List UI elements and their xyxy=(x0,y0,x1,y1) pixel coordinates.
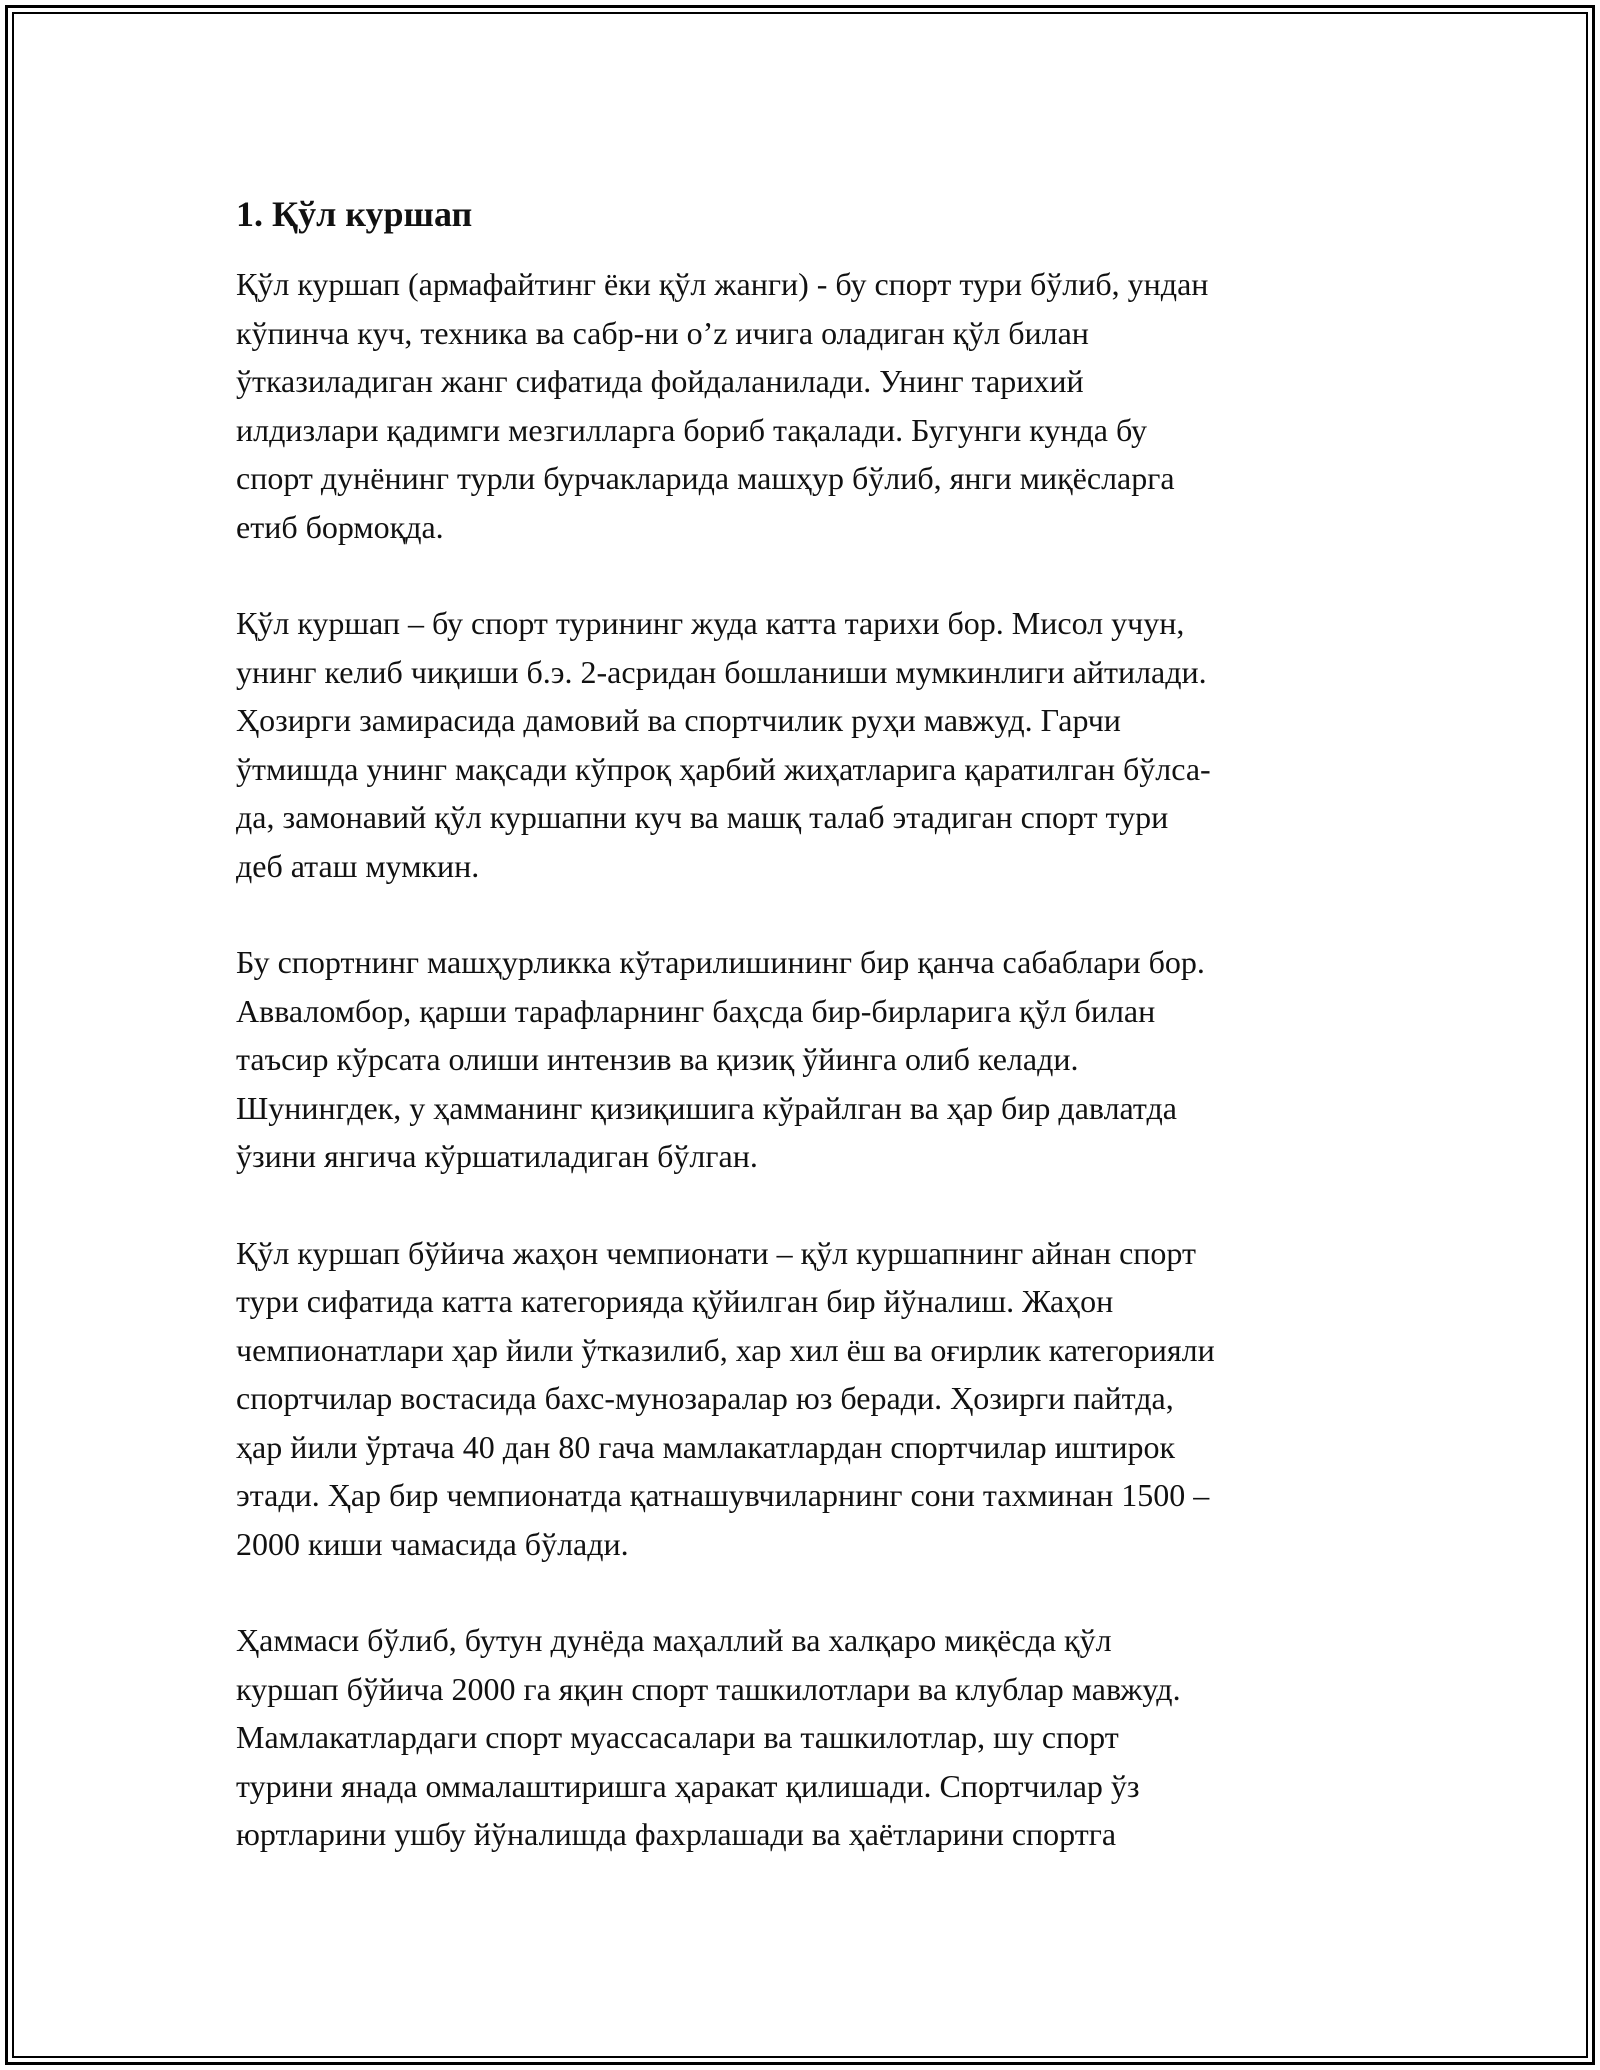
paragraph-5: Ҳаммаси бўлиб, бутун дунёда маҳаллий ва халқаро миқёсда қўл куршап бўйича 2000 га яқин спорт ташкилотлари ва клублар мавжуд. Мамлакатлардаги спорт муассасалари ва ташкилотлар, шу спорт турини янада оммалаштиришга ҳаракат қилишади. Спортчилар ўз юртларини ушбу йўналишда фахрлашади ва ҳаётларини спортга xyxy=(236,1622,1181,1852)
section-heading: 1. Қўл куршап xyxy=(236,194,473,234)
document-body xyxy=(236,190,1386,1907)
paragraph-3: Бу спортнинг машҳурликка кўтарилишининг бир қанча сабаблари бор. Авваломбор, қарши тарафларнинг баҳсда бир-бирларига қўл билан таъсир кўрсата олиши интензив ва қизиқ ўйинга олиб келади. Шунингдек, у ҳамманинг қизиқишига кўрайлган ва ҳар бир давлатда ўзини янгича кўршатиладиган бўлган. xyxy=(236,944,1205,1174)
paragraph-2: Қўл куршап – бу спорт турининг жуда катта тарихи бор. Мисол учун, унинг келиб чиқиши б.э. 2-асридан бошланиши мумкинлиги айтилади. Ҳозирги замирасида дамовий ва спортчилик руҳи мавжуд. Гарчи ўтмишда унинг мақсади кўпроқ ҳарбий жиҳатларига қаратилган бўлса- да, замонавий қўл куршапни куч ва машқ талаб этадиган спорт тури деб аташ мумкин. xyxy=(236,605,1211,884)
paragraph-4: Қўл куршап бўйича жаҳон чемпионати – қўл куршапнинг айнан спорт тури сифатида катта категорияда қўйилган бир йўналиш. Жаҳон чемпионатлари ҳар йили ўтказилиб, хар хил ёш ва оғирлик категорияли спортчилар востасида бахс-мунозаралар юз беради. Ҳозирги пайтда, ҳар йили ўртача 40 дан 80 гача мамлакатлардан спортчилар иштирок этади. Ҳар бир чемпионатда қатнашувчиларнинг сони тахминан 1500 – 2000 киши чамасида бўлади. xyxy=(236,1234,1215,1562)
paragraph-1: Қўл куршап (армафайтинг ёки қўл жанги) - бу спорт тури бўлиб, ундан кўпинча куч, техника ва сабр-ни o’z ичига оладиган қўл билан ўтказиладиган жанг сифатида фойдаланилади. Унинг тарихий илдизлари қадимги мезгилларга бориб тақалади. Бугунги кунда бу спорт дунёнинг турли бурчакларида машҳур бўлиб, янги миқёсларга етиб бормоқда. xyxy=(236,266,1209,545)
